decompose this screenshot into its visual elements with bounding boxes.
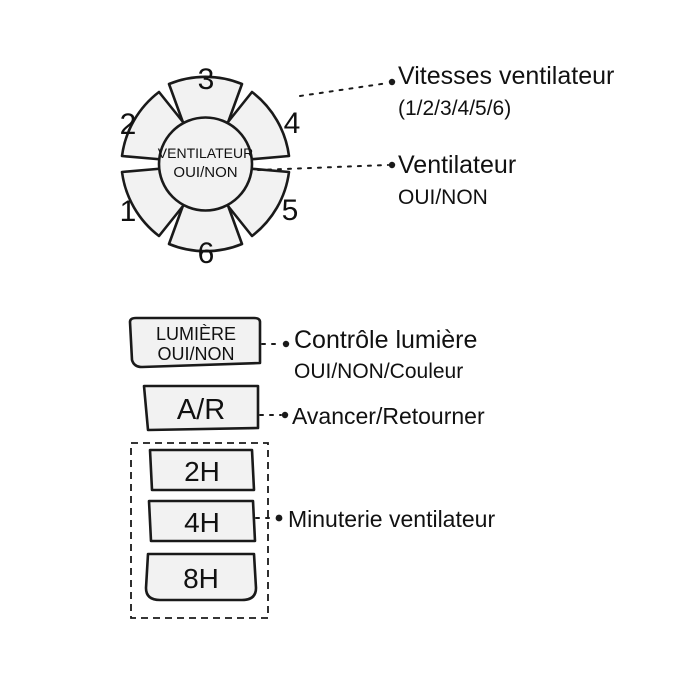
callout-speeds-line1: Vitesses ventilateur xyxy=(398,62,615,90)
leader-dot-fan-power xyxy=(389,162,395,168)
leader-dot-direction xyxy=(282,412,288,418)
speed-button-4-label: 4 xyxy=(283,107,301,140)
timer-button-4h[interactable] xyxy=(149,501,255,541)
callout-timer-line1: Minuterie ventilateur xyxy=(288,506,496,532)
light-button[interactable] xyxy=(130,318,260,367)
callout-light-line1: Contrôle lumière xyxy=(294,326,478,354)
leader-speeds xyxy=(300,83,388,96)
callout-direction xyxy=(292,403,485,429)
timer-button-4h-label: 4H xyxy=(184,507,220,538)
speed-button-3-label: 3 xyxy=(197,63,215,96)
direction-button[interactable] xyxy=(144,386,258,430)
leader-dot-speeds xyxy=(389,79,395,85)
callout-light-line2: OUI/NON/Couleur xyxy=(294,359,464,383)
callout-timer xyxy=(288,506,495,532)
fan-power-button[interactable] xyxy=(158,118,253,211)
speed-button-1-label: 1 xyxy=(119,195,137,228)
leader-dot-timer xyxy=(276,515,283,522)
fan-power-button-line2: OUI/NON xyxy=(173,164,238,181)
leader-dot-light xyxy=(283,341,289,347)
timer-button-2h[interactable] xyxy=(150,450,254,490)
light-button-line2: OUI/NON xyxy=(157,344,235,364)
callout-fan-power-line2: OUI/NON xyxy=(398,185,488,209)
timer-button-8h-label: 8H xyxy=(183,563,219,594)
fan-dial-group xyxy=(120,63,301,270)
callout-fan-power-line1: Ventilateur xyxy=(398,151,517,179)
light-button-line1: LUMIÈRE xyxy=(155,324,237,344)
fan-power-button-line1: VENTILATEUR xyxy=(157,145,254,161)
lower-button-stack xyxy=(130,318,268,618)
timer-button-8h[interactable] xyxy=(146,554,256,600)
callout-speeds-line2: (1/2/3/4/5/6) xyxy=(398,96,512,120)
speed-button-2-label: 2 xyxy=(119,108,137,141)
leader-fan-power xyxy=(258,165,388,170)
callout-speeds xyxy=(398,62,614,121)
speed-button-6-label: 6 xyxy=(197,237,215,270)
direction-button-label: A/R xyxy=(176,394,226,426)
speed-button-5-label: 5 xyxy=(281,194,299,227)
timer-button-2h-label: 2H xyxy=(184,456,220,487)
callout-leaders-bottom xyxy=(256,344,282,518)
callout-direction-line1: Avancer/Retourner xyxy=(292,403,485,429)
callout-fan-power xyxy=(398,151,516,210)
callout-light xyxy=(294,326,477,384)
